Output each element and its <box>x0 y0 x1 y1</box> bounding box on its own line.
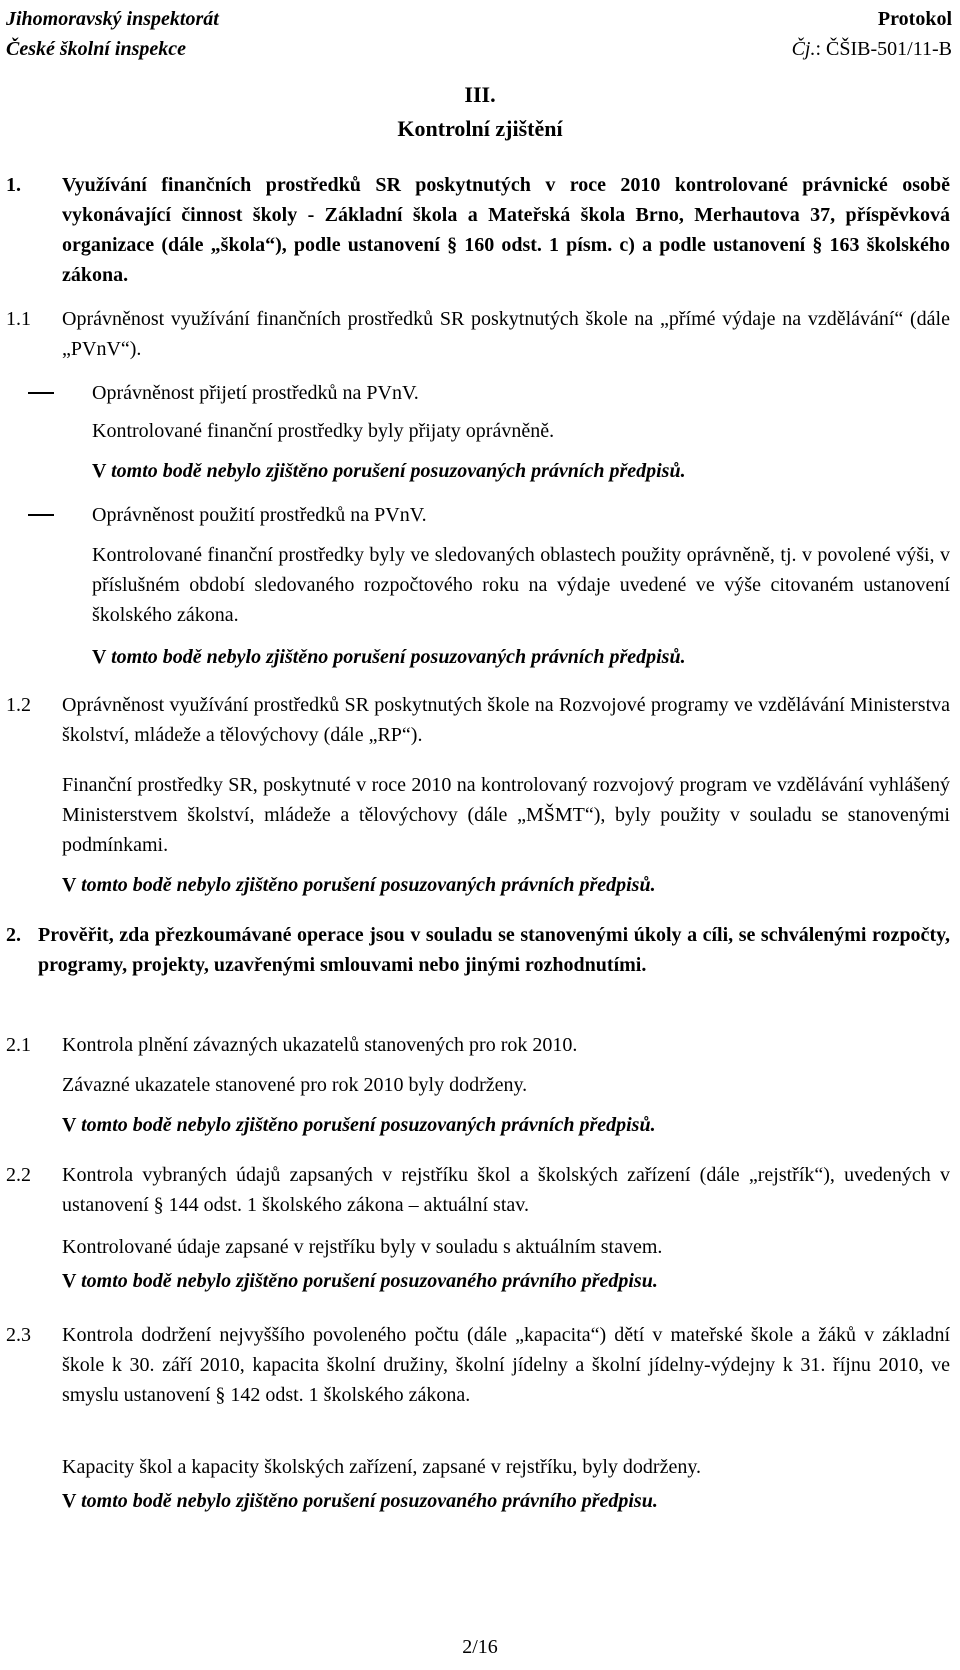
page-header <box>6 0 952 70</box>
item-text: Kontrola vybraných údajů zapsaných v rejstříku škol a školských zařízení (dále „rejstřík“), uvedených v ustanovení § 144 odst. 1 školského zákona – aktuální stav. <box>62 1164 950 1216</box>
item-text: Kontrola dodržení nejvyššího povoleného počtu (dále „kapacita“) dětí v mateřské škole a žáků v základní škole k 30. září 2010, kapacita školní družiny, školní jídelny a školní jídelny-výdejny k 31. říjnu 2010, ve smyslu ustanovení § 142 odst. 1 školského zákona. <box>62 1324 950 1406</box>
dash-bullet <box>28 514 54 516</box>
item-number: 2. <box>6 924 21 946</box>
item-text: Kontrola plnění závazných ukazatelů stanovených pro rok 2010. <box>62 1034 578 1056</box>
inspectorate-name: Jihomoravský inspektorát <box>6 8 219 30</box>
item-number: 1.1 <box>6 308 31 330</box>
item-number: 1.2 <box>6 694 31 716</box>
item-text: Oprávněnost využívání prostředků SR poskytnutých škole na Rozvojové programy ve vzdělávání Ministerstva školství, mládeže a tělovýchovy (dále „RP“). <box>62 694 950 746</box>
item-number: 2.1 <box>6 1034 31 1056</box>
section-roman-numeral: III. <box>464 82 496 107</box>
header-right <box>792 4 952 64</box>
item-text: Prověřit, zda přezkoumávané operace jsou v souladu se stanovenými úkoly a cíli, se schválenými rozpočty, programy, projekty, uzavřenými smlouvami nebo jinými rozhodnutími. <box>38 924 950 976</box>
reference-value: : ČŠIB-501/11-B <box>815 38 952 60</box>
item-text: Využívání finančních prostředků SR poskytnutých v roce 2010 kontrolované právnické osobě vykonávající činnost školy - Základní škola a Mateřská škola Brno, Merhautova 37, příspěvková organizace (dále „škola“), podle ustanovení § 160 odst. 1 písm. c) a podle ustanovení § 163 školského zákona. <box>62 174 950 286</box>
page-number: 2/16 <box>462 1636 498 1658</box>
item-number: 2.3 <box>6 1324 31 1346</box>
item-number: 1. <box>6 174 21 196</box>
document-page: Jihomoravský inspektorát České školní inspekce Protokol Čj.: ČŠIB-501/11-B III. Kontrolní zjištění 1. Využívání finančních prostředků SR poskytnutých v roce 2010 kontrolované právnické osobě vykonávající činnost školy - Základní škola a Mateřská škola Brno, Merhautova 37, příspěvková organizace (dále „škola“), podle ustanovení § 160 odst. 1 písm. c) a podle ustanovení § 163 školského zákona. 1.1 Oprávněnost využívání finančních prostředků SR poskytnutých škole na „přímé výdaje na vzdělávání“ (dále „PVnV“). Oprávněnost přijetí prostředků na PVnV. Kontrolované finanční prostředky byly přijaty oprávněně. V tomto bodě nebylo zjištěno porušení posuzovaných právních předpisů. Oprávněnost použití prostředků na PVnV. Kontrolované finanční prostředky byly ve sledovaných oblastech použity oprávněně, tj. v povolené výši, v příslušném období sledovaného rozpočtového roku na výdaje uvedené ve výše citovaném ustanovení školského zákona. V tomto bodě nebylo zjištěno porušení posuzovaných právních předpisů. 1.2 Oprávněnost využívání prostředků SR poskytnutých škole na Rozvojové programy ve vzdělávání Ministerstva školství, mládeže a tělovýchovy (dále „RP“). Finanční prostředky SR, poskytnuté v roce 2010 na kontrolovaný rozvojový program ve vzdělávání vyhlášený Ministerstvem školství, mládeže a tělovýchovy (dále „MŠMT“), byly použity v souladu se stanovenými podmínkami. V tomto bodě nebylo zjištěno porušení posuzovaných právních předpisů. 2. Prověřit, zda přezkoumávané operace jsou v souladu se stanovenými úkoly a cíli, se schválenými rozpočty, programy, projekty, uzavřenými smlouvami nebo jinými rozhodnutími. 2.1 Kontrola plnění závazných ukazatelů stanovených pro rok 2010. Závazné ukazatele stanovené pro rok 2010 byly dodrženy. V tomto bodě nebylo zjištěno porušení posuzovaných právních předpisů. 2.2 Kontrola vybraných údajů zapsaných v rejstříku škol a školských zařízení (dále „rejstřík“), uvedených v ustanovení § 144 odst. 1 školského zákona – aktuální stav. Kontrolované údaje zapsané v rejstříku byly v souladu s aktuálním stavem. V tomto bodě nebylo zjištěno porušení posuzovaného právního předpisu. 2.3 Kontrola dodržení nejvyššího povoleného počtu (dále „kapacita“) dětí v mateřské škole a žáků v základní škole k 30. září 2010, kapacita školní družiny, školní jídelny a školní jídelny-výdejny k 31. říjnu 2010, ve smyslu ustanovení § 142 odst. 1 školského zákona. Kapacity škol a kapacity školských zařízení, zapsané v rejstříku, byly dodrženy. V tomto bodě nebylo zjištěno porušení posuzovaného právního předpisu. 2/16 <box>0 0 960 1670</box>
document-type: Protokol <box>877 8 952 30</box>
section-title: Kontrolní zjištění <box>397 116 563 141</box>
header-left <box>6 4 219 64</box>
item-text: Oprávněnost využívání finančních prostředků SR poskytnutých škole na „přímé výdaje na vzdělávání“ (dále „PVnV“). <box>62 308 950 360</box>
sub-item-text: Oprávněnost použití prostředků na PVnV. <box>92 504 427 526</box>
reference-prefix: Čj. <box>791 38 816 60</box>
item-number: 2.2 <box>6 1164 31 1186</box>
inspection-name: České školní inspekce <box>6 38 186 60</box>
sub-item-text: Oprávněnost přijetí prostředků na PVnV. <box>92 382 419 404</box>
dash-bullet <box>28 392 54 394</box>
reference-number <box>792 34 952 64</box>
